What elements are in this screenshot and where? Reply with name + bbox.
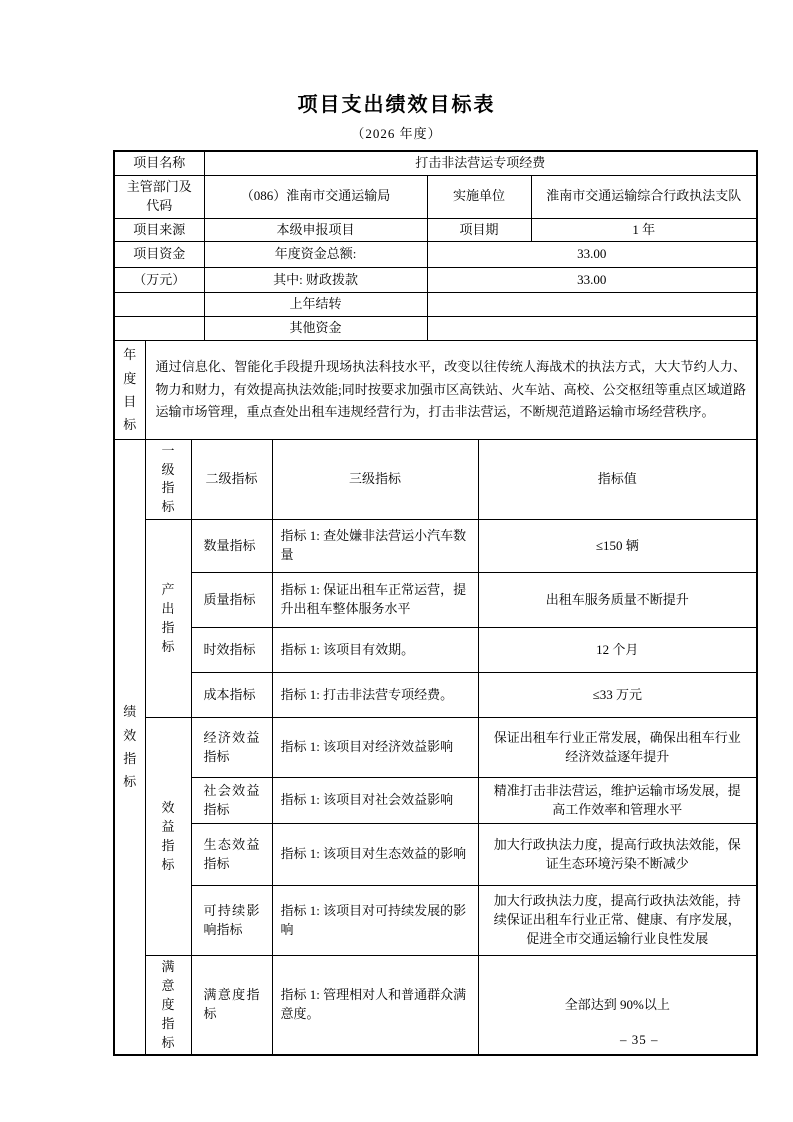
annual-goal-label-text: 年度目标 bbox=[123, 347, 137, 433]
performance-target-table bbox=[113, 150, 758, 1056]
level2-sustainable-impact-indicator: 可持续影响指标 bbox=[191, 886, 272, 956]
fund-row-name: 上年结转 bbox=[204, 293, 427, 317]
impl-unit-label: 实施单位 bbox=[427, 175, 531, 218]
header-value: 指标值 bbox=[478, 439, 757, 519]
indicator-value: ≤150 辆 bbox=[478, 520, 757, 573]
period-label: 项目期 bbox=[427, 218, 531, 242]
dept-value: （086）淮南市交通运输局 bbox=[204, 175, 427, 218]
level1-satisfaction-indicator: 满意度指标 bbox=[145, 956, 191, 1056]
indicator-value: 加大行政执法力度，提高行政执法效能，持续保证出租车行业正常、健康、有序发展，促进全市交通运输行业良性发展 bbox=[478, 886, 757, 956]
project-name-label: 项目名称 bbox=[114, 151, 204, 175]
level1-benefit-indicator: 效益指标 bbox=[145, 718, 191, 956]
page-number: – 35 – bbox=[620, 1032, 659, 1047]
fund-row-value: 33.00 bbox=[427, 242, 757, 268]
project-name-value: 打击非法营运专项经费 bbox=[204, 151, 757, 175]
fund-row-value: 33.00 bbox=[427, 268, 757, 293]
annual-goal-label bbox=[114, 341, 145, 440]
impl-unit-value: 淮南市交通运输综合行政执法支队 bbox=[531, 175, 757, 218]
funds-empty-cell bbox=[114, 317, 204, 341]
level3-indicator-text: 指标 1: 该项目对经济效益影响 bbox=[272, 718, 478, 778]
level3-indicator-text: 指标 1: 该项目对社会效益影响 bbox=[272, 778, 478, 824]
level2-social-benefit-indicator: 社会效益指标 bbox=[191, 778, 272, 824]
dept-label: 主管部门及代码 bbox=[114, 175, 204, 218]
level2-quality-indicator: 质量指标 bbox=[191, 573, 272, 628]
level3-indicator-text: 指标 1: 查处嫌非法营运小汽车数量 bbox=[272, 520, 478, 573]
fund-row-value bbox=[427, 317, 757, 341]
level3-indicator-text: 指标 1: 该项目对可持续发展的影响 bbox=[272, 886, 478, 956]
indicator-value: 保证出租车行业正常发展，确保出租车行业经济效益逐年提升 bbox=[478, 718, 757, 778]
performance-indicator-side-label bbox=[114, 439, 145, 1055]
fund-row-name: 其中: 财政拨款 bbox=[204, 268, 427, 293]
level3-indicator-text: 指标 1: 管理相对人和普通群众满意度。 bbox=[272, 956, 478, 1056]
level2-cost-indicator: 成本指标 bbox=[191, 673, 272, 718]
indicator-value: ≤33 万元 bbox=[478, 673, 757, 718]
level2-quantity-indicator: 数量指标 bbox=[191, 520, 272, 573]
source-label: 项目来源 bbox=[114, 218, 204, 242]
level2-ecological-benefit-indicator: 生态效益指标 bbox=[191, 824, 272, 886]
fund-row-name: 其他资金 bbox=[204, 317, 427, 341]
source-value: 本级申报项目 bbox=[204, 218, 427, 242]
header-level1: 一级指标 bbox=[145, 439, 191, 519]
level1-output-indicator: 产出指标 bbox=[145, 520, 191, 718]
funds-label-line2: （万元） bbox=[114, 268, 204, 293]
funds-empty-cell bbox=[114, 293, 204, 317]
fund-row-name: 年度资金总额: bbox=[204, 242, 427, 268]
level3-indicator-text: 指标 1: 保证出租车正常运营，提升出租车整体服务水平 bbox=[272, 573, 478, 628]
fund-row-value bbox=[427, 293, 757, 317]
header-level3: 三级指标 bbox=[272, 439, 478, 519]
header-level2: 二级指标 bbox=[191, 439, 272, 519]
level2-satisfaction-indicator: 满意度指标 bbox=[191, 956, 272, 1056]
indicator-value: 全部达到 90%以上 bbox=[478, 956, 757, 1056]
funds-label-line1: 项目资金 bbox=[114, 242, 204, 268]
annual-goal-text: 通过信息化、智能化手段提升现场执法科技水平，改变以往传统人海战术的执法方式，大大节约人力、物力和财力，有效提高执法效能;同时按要求加强市区高铁站、火车站、高校、公交枢纽等重点区域道路运输市场管理，重点查处出租车违规经营行为，打击非法营运，不断规范道路运输市场经营秩序。 bbox=[145, 341, 757, 440]
level3-indicator-text: 指标 1: 该项目有效期。 bbox=[272, 628, 478, 673]
level3-indicator-text: 指标 1: 该项目对生态效益的影响 bbox=[272, 824, 478, 886]
period-value: 1 年 bbox=[531, 218, 757, 242]
indicator-value: 12 个月 bbox=[478, 628, 757, 673]
level3-indicator-text: 指标 1: 打击非法营专项经费。 bbox=[272, 673, 478, 718]
indicator-value: 精准打击非法营运，维护运输市场发展，提高工作效率和管理水平 bbox=[478, 778, 757, 824]
performance-indicator-side-label-text: 绩效指标 bbox=[123, 704, 137, 790]
document-title: 项目支出绩效目标表 bbox=[297, 92, 496, 116]
document-subtitle: （2026 年度） bbox=[351, 126, 442, 141]
indicator-value: 出租车服务质量不断提升 bbox=[478, 573, 757, 628]
level2-timeliness-indicator: 时效指标 bbox=[191, 628, 272, 673]
level2-economic-benefit-indicator: 经济效益指标 bbox=[191, 718, 272, 778]
indicator-value: 加大行政执法力度，提高行政执法效能，保证生态环境污染不断减少 bbox=[478, 824, 757, 886]
